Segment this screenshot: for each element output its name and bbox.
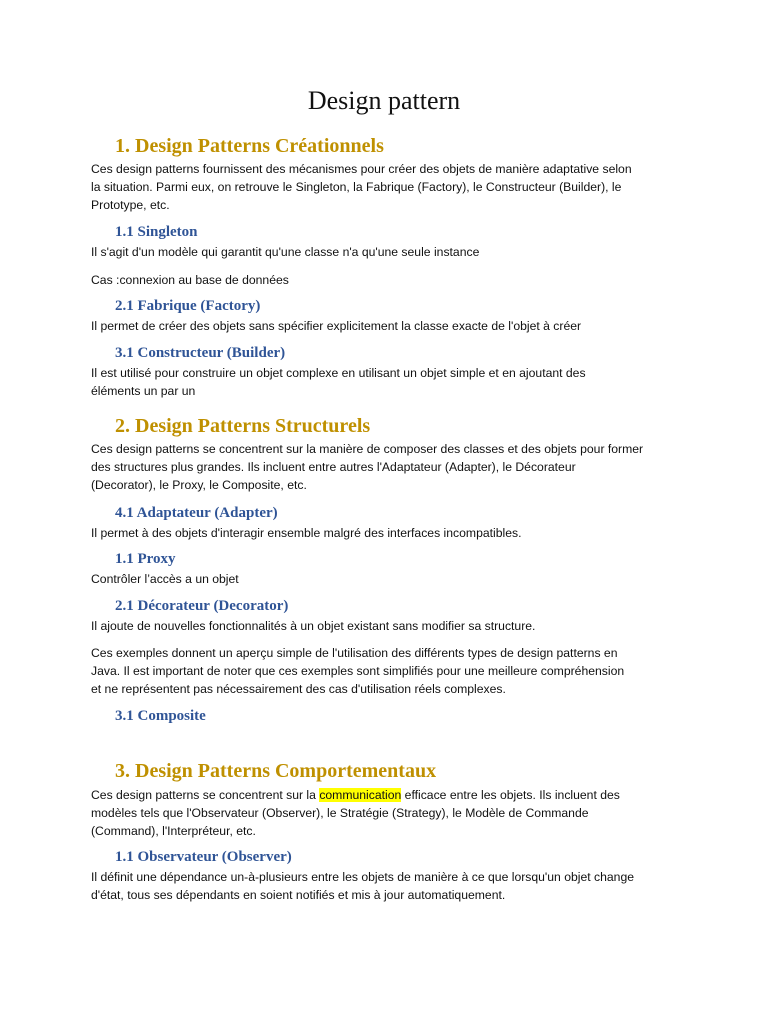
- text-line: Il s'agit d'un modèle qui garantit qu'une classe n'a qu'une seule instance: [91, 245, 480, 259]
- section-heading: 2. Design Patterns Structurels: [115, 415, 371, 437]
- text-line: [91, 786, 691, 804]
- section-note: [91, 644, 691, 698]
- text-fragment: Ces design patterns se concentrent sur la: [91, 788, 320, 802]
- subsection-heading: 1.1 Observateur (Observer): [115, 849, 292, 865]
- text-fragment: efficace entre les objets. Ils incluent des: [401, 788, 620, 802]
- text-line: d'état, tous ses dépendants en soient notifiés et mis à jour automatiquement.: [91, 888, 506, 902]
- highlighted-word: communication: [319, 788, 402, 802]
- text-line: Cas :connexion au base de données: [91, 273, 289, 287]
- text-line: des structures plus grandes. Ils incluent entre autres l'Adaptateur (Adapter), le Décorateur: [91, 460, 576, 474]
- text-line: Contrôler l’accès a un objet: [91, 572, 239, 586]
- text-line: et ne représentent pas nécessairement des cas d'utilisation réels complexes.: [91, 682, 506, 696]
- section-heading: 3. Design Patterns Comportementaux: [115, 760, 437, 782]
- text-line: Il définit une dépendance un-à-plusieurs entre les objets de manière à ce que lorsqu'un objet change: [91, 870, 635, 884]
- text-line: la situation. Parmi eux, on retrouve le Singleton, la Fabrique (Factory), le Constructeur (Builder), le: [91, 180, 622, 194]
- subsection-heading: 1.1 Proxy: [115, 551, 176, 567]
- section-intro: [91, 440, 691, 494]
- text-line: Il permet à des objets d'interagir ensemble malgré des interfaces incompatibles.: [91, 526, 522, 540]
- subsection-text: [91, 317, 691, 335]
- text-line: (Command), l'Interpréteur, etc.: [91, 824, 256, 838]
- subsection-text: [91, 243, 691, 261]
- text-line: Prototype, etc.: [91, 198, 170, 212]
- subsection-text: [91, 570, 691, 588]
- subsection-heading: 2.1 Fabrique (Factory): [115, 298, 261, 314]
- subsection-heading: 2.1 Décorateur (Decorator): [115, 598, 289, 614]
- text-line: Ces exemples donnent un aperçu simple de l'utilisation des différents types de design patterns en: [91, 646, 618, 660]
- subsection-text: [91, 868, 691, 904]
- subsection-heading: 3.1 Composite: [115, 708, 206, 724]
- subsection-heading: 3.1 Constructeur (Builder): [115, 345, 286, 361]
- text-line: Java. Il est important de noter que ces exemples sont simplifiés pour une meilleure compréhension: [91, 664, 625, 678]
- subsection-text: [91, 617, 691, 635]
- subsection-extra: [91, 271, 691, 289]
- section-heading: 1. Design Patterns Créationnels: [115, 135, 384, 157]
- subsection-text: [91, 364, 691, 400]
- text-line: Il permet de créer des objets sans spécifier explicitement la classe exacte de l'objet à créer: [91, 319, 582, 333]
- text-line: Il est utilisé pour construire un objet complexe en utilisant un objet simple et en ajoutant des: [91, 366, 586, 380]
- subsection-text: [91, 524, 691, 542]
- text-line: (Decorator), le Proxy, le Composite, etc.: [91, 478, 307, 492]
- section-intro: [91, 160, 691, 214]
- text-line: Ces design patterns se concentrent sur la manière de composer des classes et des objets pour former: [91, 442, 644, 456]
- section-intro: [91, 786, 691, 840]
- subsection-heading: 4.1 Adaptateur (Adapter): [115, 505, 278, 521]
- text-line: modèles tels que l'Observateur (Observer), le Stratégie (Strategy), le Modèle de Commande: [91, 806, 589, 820]
- subsection-heading: 1.1 Singleton: [115, 224, 198, 240]
- text-line: Il ajoute de nouvelles fonctionnalités à un objet existant sans modifier sa structure.: [91, 619, 536, 633]
- text-line: éléments un par un: [91, 384, 196, 398]
- document-title: Design pattern: [307, 86, 461, 115]
- text-line: Ces design patterns fournissent des mécanismes pour créer des objets de manière adaptative selon: [91, 162, 632, 176]
